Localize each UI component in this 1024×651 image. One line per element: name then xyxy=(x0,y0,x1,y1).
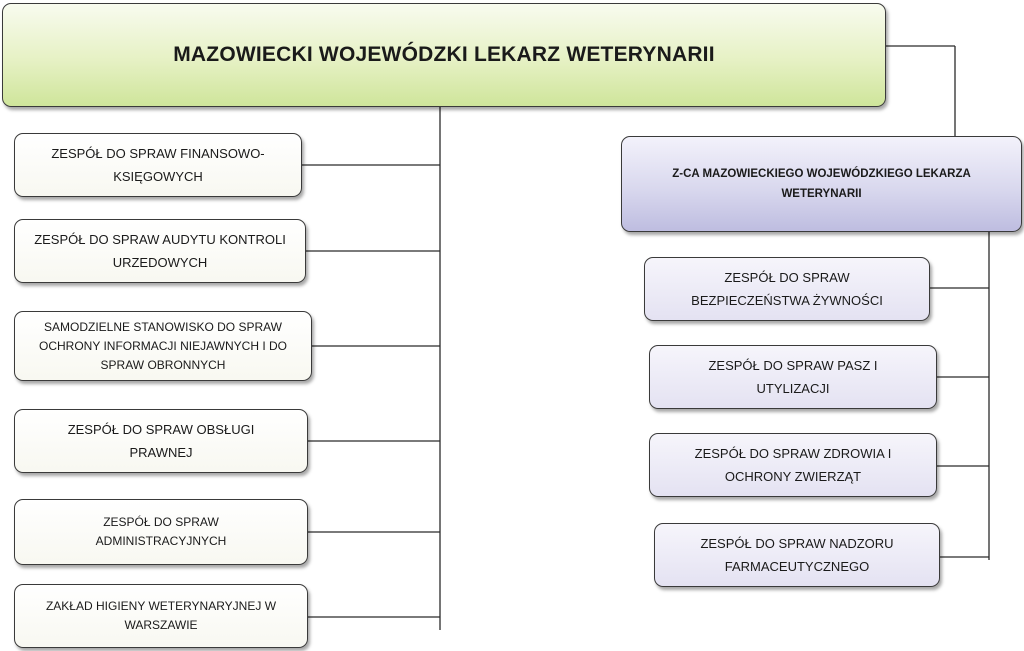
deputy-veterinarian-label: Z-CA MAZOWIECKIEGO WOJEWÓDZKIEGO LEKARZA WETERYNARII xyxy=(672,168,971,200)
unit-label: ZESPÓŁ DO SPRAW ADMINISTRACYJNYCH xyxy=(95,515,227,548)
unit-food-safety xyxy=(644,257,930,321)
deputy-veterinarian-box xyxy=(621,136,1022,232)
unit-label: ZESPÓŁ DO SPRAW NADZORU FARMACEUTYCZNEGO xyxy=(700,536,894,574)
unit-classified-information-defence xyxy=(14,311,312,381)
unit-label: ZESPÓŁ DO SPRAW PASZ I UTYLIZACJI xyxy=(708,358,878,396)
unit-veterinary-hygiene-warsaw xyxy=(14,584,308,648)
unit-pharmaceutical-supervision xyxy=(654,523,940,587)
unit-administration xyxy=(14,499,308,565)
voivodeship-veterinarian-label: MAZOWIECKI WOJEWÓDZKI LEKARZ WETERYNARII xyxy=(173,43,715,66)
unit-label: ZESPÓŁ DO SPRAW FINANSOWO-KSIĘGOWYCH xyxy=(51,146,265,184)
unit-label: SAMODZIELNE STANOWISKO DO SPRAW OCHRONY INFORMACJI NIEJAWNYCH I DO SPRAW OBRONNYCH xyxy=(38,319,287,372)
unit-official-control-audit xyxy=(14,219,306,283)
unit-animal-health-protection xyxy=(649,433,937,497)
unit-label: ZESPÓŁ DO SPRAW AUDYTU KONTROLI URZEDOWYCH xyxy=(34,232,286,270)
unit-label: ZESPÓŁ DO SPRAW BEZPIECZEŃSTWA ŻYWNOŚCI xyxy=(691,270,883,308)
unit-legal-services xyxy=(14,409,308,473)
unit-finance-accounting xyxy=(14,133,302,197)
unit-label: ZAKŁAD HIGIENY WETERYNARYJNEJ W WARSZAWIE xyxy=(45,599,277,632)
unit-label: ZESPÓŁ DO SPRAW OBSŁUGI PRAWNEJ xyxy=(67,422,255,460)
voivodeship-veterinarian-box xyxy=(2,3,886,107)
unit-feed-utilization xyxy=(649,345,937,409)
unit-label: ZESPÓŁ DO SPRAW ZDROWIA I OCHRONY ZWIERZĄT xyxy=(694,446,892,484)
